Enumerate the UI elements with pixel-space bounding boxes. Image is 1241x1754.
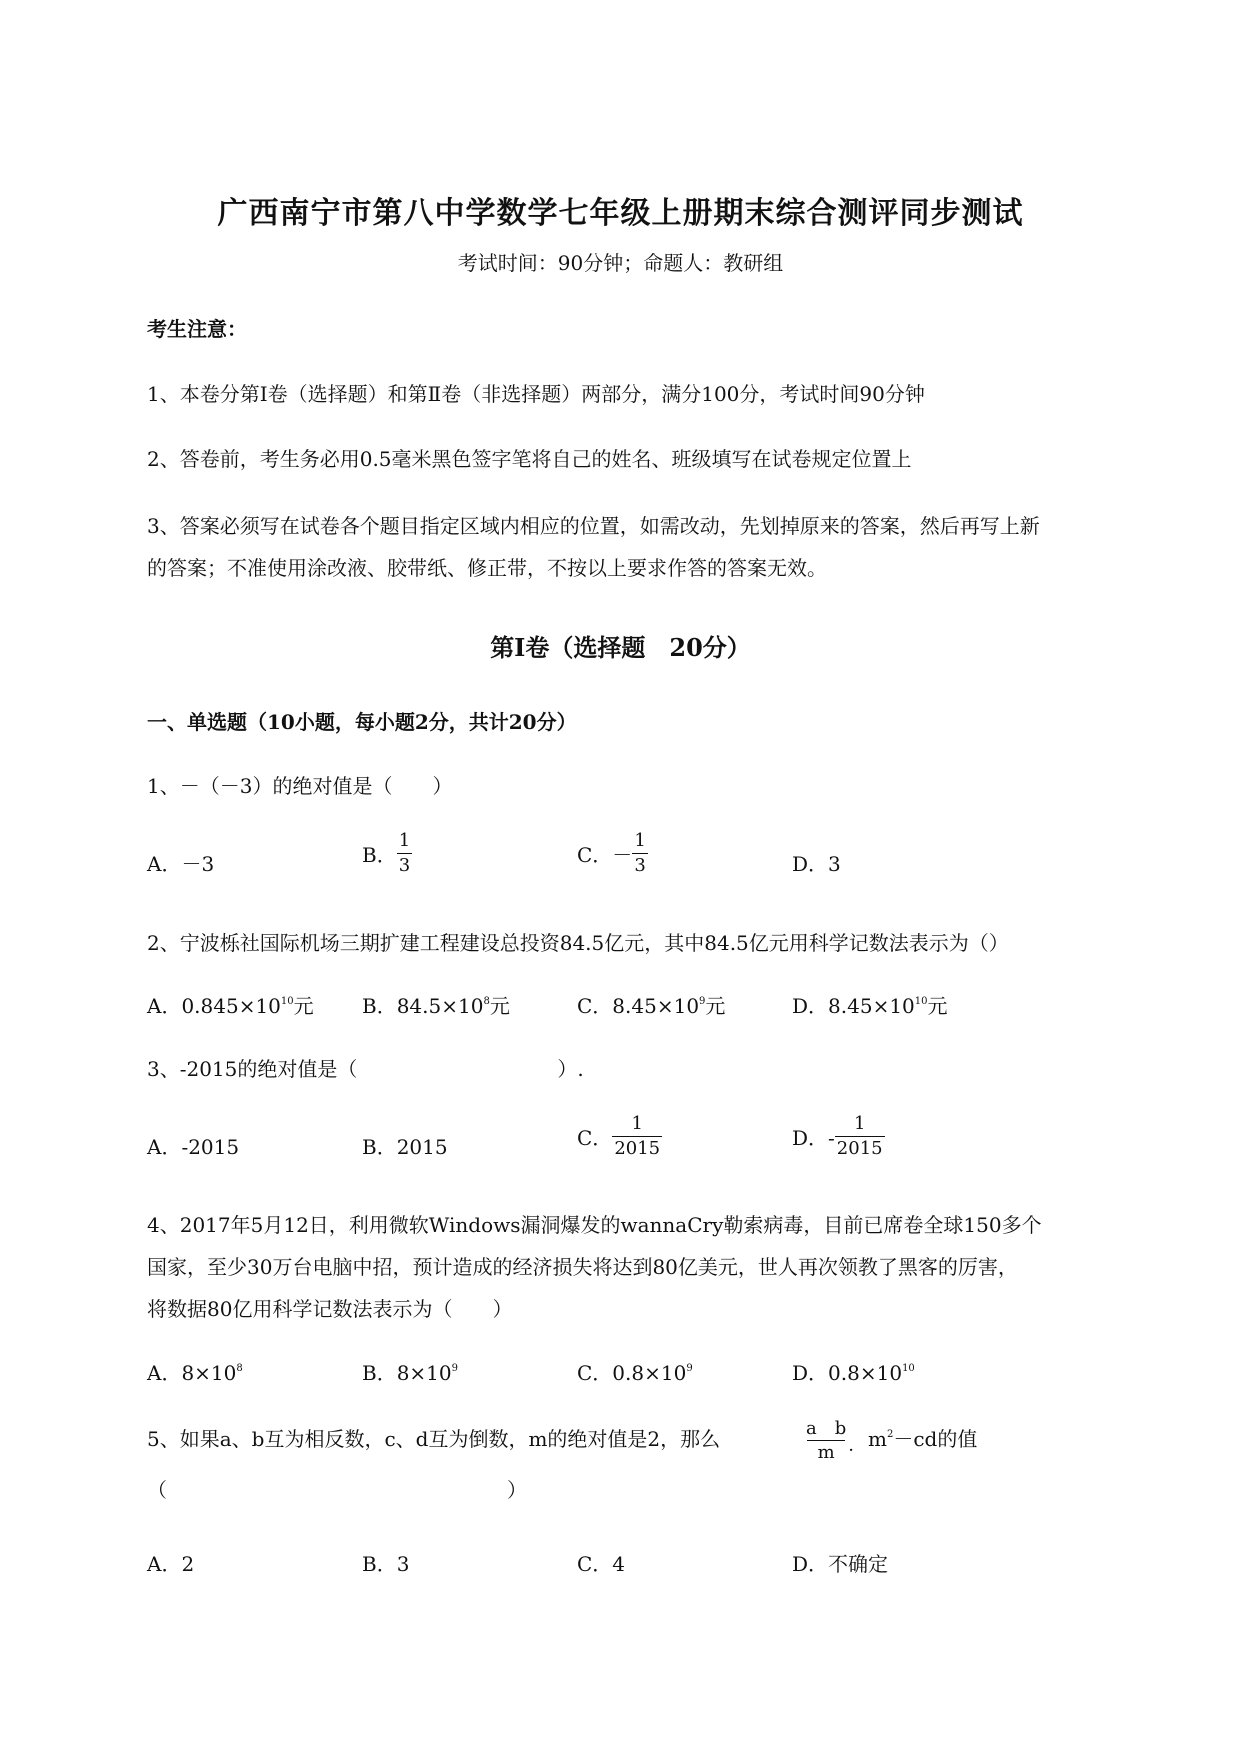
q2-option-d: [792, 990, 948, 1019]
q3-option-c-den: 2015: [614, 1138, 661, 1159]
q5-option-d: D．不确定: [792, 1552, 889, 1576]
q3-option-d: [792, 1115, 885, 1158]
q5-option-b: B．3: [362, 1552, 410, 1576]
q1-option-c-num: 1: [634, 830, 646, 851]
q5-fraction-dot: ·: [848, 1440, 854, 1461]
q2-option-c-unit: 元: [705, 994, 726, 1018]
notice-item-3: 3、答案必须写在试卷各个题目指定区域内相应的位置，如需改动，先划掉原来的答案，然后再写上新: [147, 514, 1040, 538]
q2-option-d-exp: 10: [914, 996, 928, 1007]
q2-option-d-base: D．8.45×10: [792, 994, 915, 1018]
q2-option-b-base: B．84.5×10: [362, 994, 484, 1018]
q4-option-d-exp: 10: [902, 1363, 915, 1374]
q4-stem-line-3: 将数据80亿用科学记数法表示为（ ）: [147, 1297, 513, 1321]
q1-option-c-fraction: [632, 832, 647, 875]
q5-fraction: [806, 1420, 854, 1462]
q5-m-exp: 2: [886, 1429, 894, 1440]
q2-option-c: [577, 990, 725, 1019]
q5-option-c: C．4: [577, 1552, 626, 1576]
q3-option-c-num: 1: [631, 1113, 643, 1134]
q1-option-b: [362, 832, 412, 875]
q2-option-b-exp: 8: [483, 996, 490, 1007]
q1-option-b-num: 1: [398, 830, 411, 851]
q4-option-b: [362, 1357, 458, 1386]
q4-option-d: [792, 1357, 915, 1386]
q5-stem-pre: 5、如果a、b互为相反数，c、d互为倒数，m的绝对值是2，那么: [147, 1427, 721, 1451]
q1-option-c-den: 3: [634, 855, 646, 876]
exam-title: 广西南宁市第八中学数学七年级上册期末综合测评同步测试: [217, 196, 1024, 231]
q3-option-d-label: D．-: [792, 1126, 835, 1150]
q2-option-d-unit: 元: [927, 994, 948, 1018]
q4-option-c: [577, 1357, 693, 1386]
q1-option-b-fraction: [397, 832, 412, 875]
notice-item-3-cont: 的答案；不准使用涂改液、胶带纸、修正带，不按以上要求作答的答案无效。: [147, 556, 827, 580]
q4-option-a-base: A．8×10: [147, 1361, 237, 1385]
q4-option-a-exp: 8: [236, 1363, 243, 1374]
q4-option-c-base: C．0.8×10: [577, 1361, 687, 1385]
q5-m-base: m: [868, 1427, 887, 1451]
q5-stem-post: [868, 1423, 977, 1452]
q3-option-d-fraction: [835, 1115, 885, 1158]
q1-option-a: A．－3: [147, 852, 215, 876]
q2-option-c-base: C．8.45×10: [577, 994, 700, 1018]
notice-heading: 考生注意：: [147, 317, 247, 341]
q2-stem: 2、宁波栎社国际机场三期扩建工程建设总投资84.5亿元，其中84.5亿元用科学记数法表示为（）: [147, 931, 1009, 955]
q1-option-d: D．3: [792, 852, 841, 876]
q4-option-c-exp: 9: [686, 1363, 693, 1374]
q2-option-a-exp: 10: [280, 996, 294, 1007]
q3-option-c-fraction: [612, 1115, 662, 1158]
q1-option-b-den: 3: [398, 855, 411, 876]
q5-option-a: A．2: [147, 1552, 195, 1576]
notice-item-1: 1、本卷分第I卷（选择题）和第Ⅱ卷（非选择题）两部分，满分100分，考试时间90分钟: [147, 382, 925, 406]
q2-option-b: [362, 990, 510, 1019]
q3-option-c-label: C．: [577, 1126, 613, 1150]
q1-stem: 1、－（－3）的绝对值是（ ）: [147, 774, 453, 798]
section-title: 第I卷（选择题 20分）: [490, 633, 751, 662]
notice-item-2: 2、答卷前，考生务必用0.5毫米黑色签字笔将自己的姓名、班级填写在试卷规定位置上: [147, 447, 912, 471]
q5-stem-tail: －cd的值: [893, 1427, 978, 1451]
q2-option-a-base: A．0.845×10: [147, 994, 281, 1018]
exam-subtitle: 考试时间：90分钟；命题人：教研组: [457, 251, 784, 275]
q4-stem-line-2: 国家，至少30万台电脑中招，预计造成的经济损失将达到80亿美元，世人再次领教了黑客的厉害，: [147, 1255, 1018, 1279]
q4-stem-line-1: 4、2017年5月12日，利用微软Windows漏洞爆发的wannaCry勒索病毒，目前已席卷全球150多个: [147, 1213, 1042, 1237]
q3-option-c: [577, 1115, 662, 1158]
q4-option-d-base: D．0.8×10: [792, 1361, 903, 1385]
q3-option-d-den: 2015: [836, 1138, 883, 1159]
q1-option-b-label: B．: [362, 843, 397, 867]
q3-stem: 3、-2015的绝对值是（ ）.: [147, 1057, 584, 1081]
q4-option-a: [147, 1357, 243, 1386]
part-heading: 一、单选题（10小题，每小题2分，共计20分）: [147, 710, 577, 734]
q2-option-c-exp: 9: [699, 996, 706, 1007]
q5-fraction-num: a b: [806, 1418, 847, 1439]
q2-option-a-unit: 元: [293, 994, 314, 1018]
q4-option-b-base: B．8×10: [362, 1361, 452, 1385]
q5-answer-paren: （ ）: [147, 1478, 527, 1502]
q3-option-d-num: 1: [853, 1113, 866, 1134]
q3-option-a: A．-2015: [147, 1135, 240, 1159]
q5-fraction-den: m: [807, 1440, 845, 1462]
q1-option-c: [577, 832, 648, 875]
q2-option-a: [147, 990, 314, 1019]
q1-option-c-label: C．－: [577, 843, 633, 867]
q3-option-b: B．2015: [362, 1135, 448, 1159]
q2-option-b-unit: 元: [489, 994, 510, 1018]
q4-option-b-exp: 9: [451, 1363, 459, 1374]
